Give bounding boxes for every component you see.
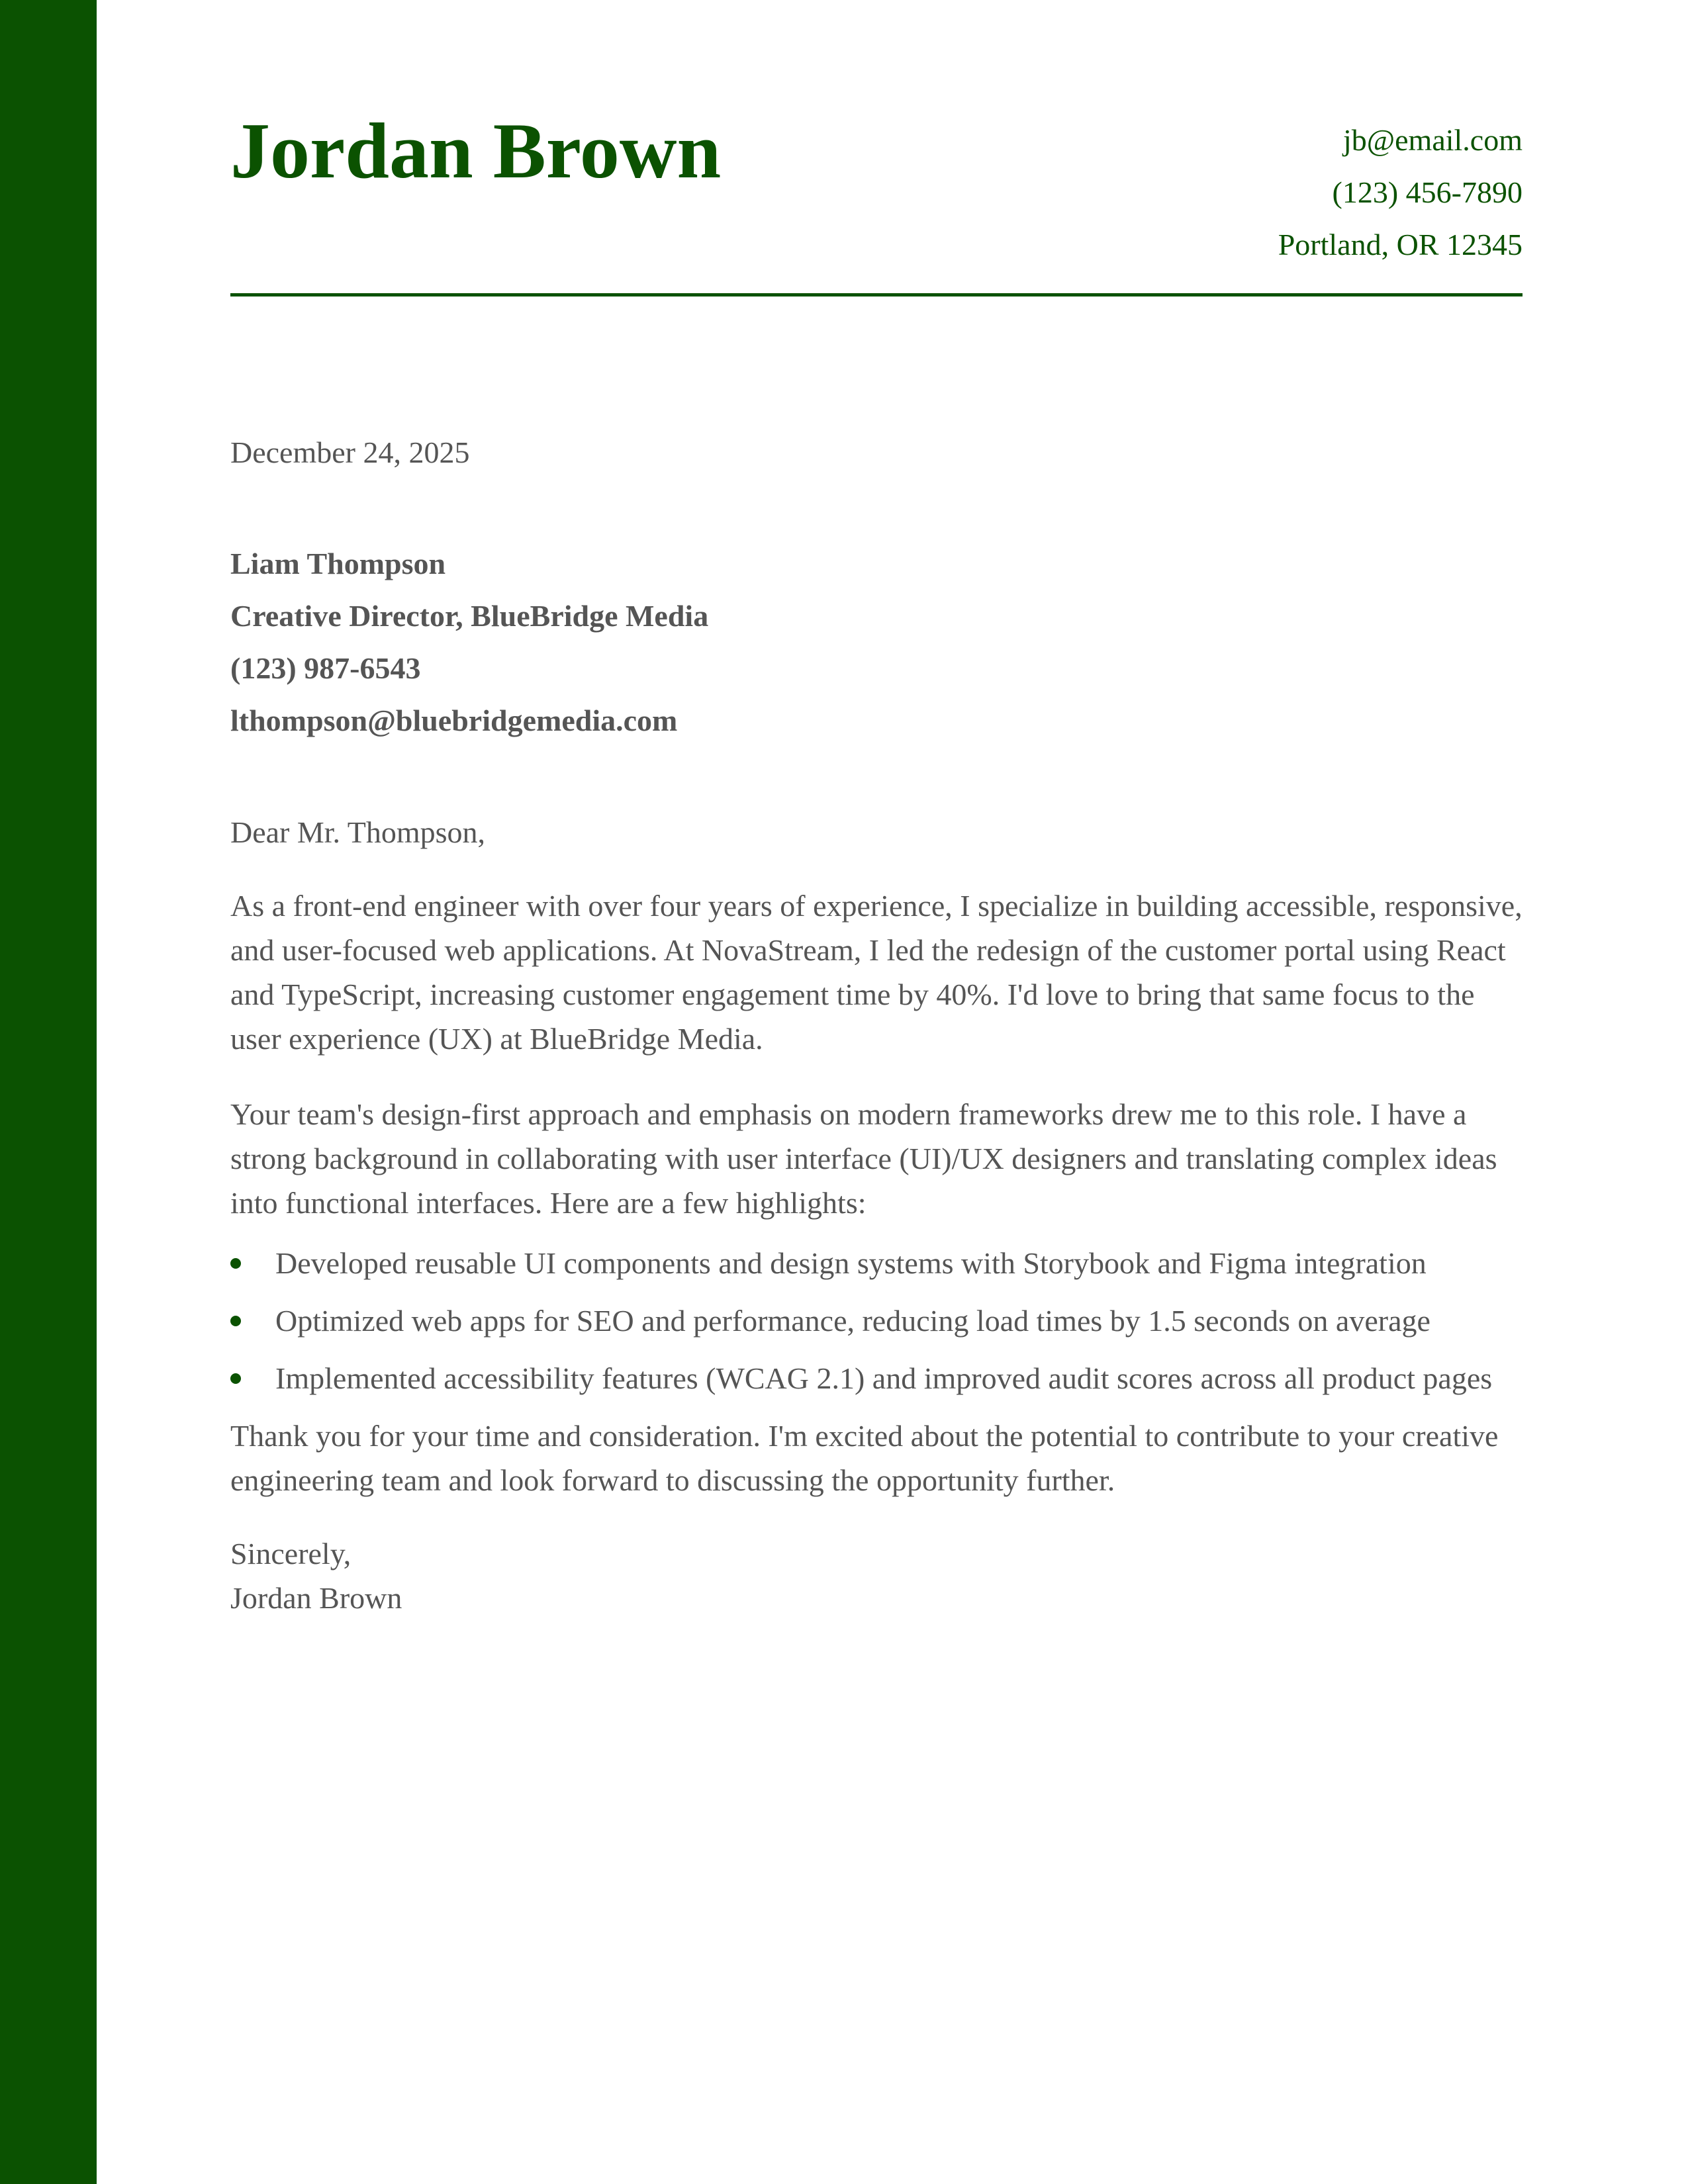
list-item [230,1241,1523,1285]
list-item [230,1356,1523,1400]
signature-name: Jordan Brown [230,1581,402,1615]
paragraph-intro: As a front-end engineer with over four years of experience, I specialize in building accessible, responsive, and user-focused web applications. At NovaStream, I led the redesign of the customer portal using React and TypeScript, increasing customer engagement time by 40%. I'd love to bring that same focus to the user experience (UX) at BlueBridge Media. [230,889,1523,1056]
sender-phone: (123) 456-7890 [1332,175,1523,209]
signoff: Sincerely, [230,1537,352,1570]
sender-location: Portland, OR 12345 [1278,228,1523,261]
letter-date: December 24, 2025 [230,435,470,469]
highlight-text: Optimized web apps for SEO and performance, reducing load times by 1.5 seconds on average [275,1304,1430,1338]
recipient-phone: (123) 987-6543 [230,651,421,685]
bullet-icon [230,1373,241,1384]
recipient-title: Creative Director, BlueBridge Media [230,599,709,633]
header-divider [230,293,1523,296]
sender-email: jb@email.com [1342,123,1523,157]
accent-sidebar [0,0,97,2184]
recipient-name: Liam Thompson [230,547,446,580]
cover-letter-page [230,0,1523,2184]
recipient-email: lthompson@bluebridgemedia.com [230,704,678,737]
recipient-block [230,537,708,747]
bullet-icon [230,1258,241,1269]
bullet-icon [230,1316,241,1326]
highlights-list [230,1241,1523,1400]
highlight-text: Developed reusable UI components and design systems with Storybook and Figma integration [275,1246,1427,1280]
sender-contact-block [1278,114,1523,271]
sender-name: Jordan Brown [230,107,722,195]
greeting: Dear Mr. Thompson, [230,815,486,849]
paragraph-closing: Thank you for your time and consideration. I'm excited about the potential to contribute to your creative engineering team and look forward to discussing the opportunity further. [230,1419,1499,1497]
highlight-text: Implemented accessibility features (WCAG 2.1) and improved audit scores across all product pages [275,1361,1493,1395]
list-item [230,1298,1523,1343]
signoff-block [230,1531,1523,1620]
letter-body [230,810,1523,1620]
paragraph-team: Your team's design-first approach and emphasis on modern frameworks drew me to this role. I have a strong background in collaborating with user interface (UI)/UX designers and translating complex ideas into functional interfaces. Here are a few highlights: [230,1097,1497,1220]
